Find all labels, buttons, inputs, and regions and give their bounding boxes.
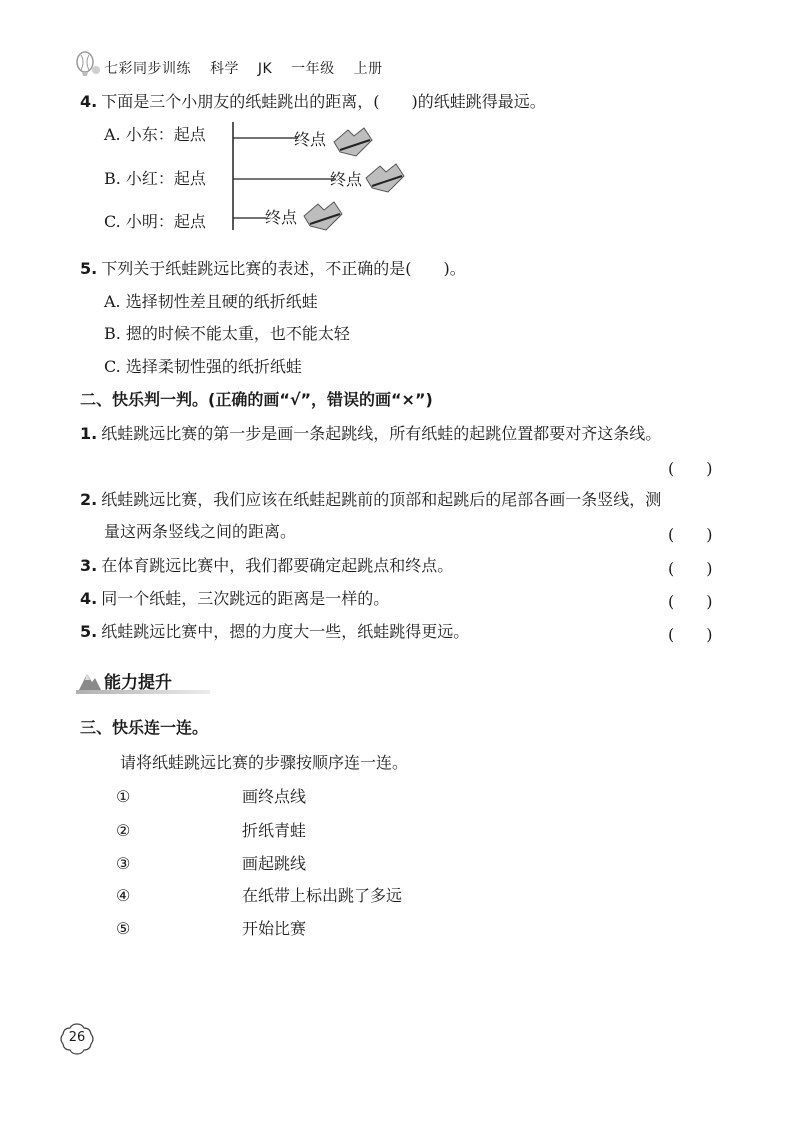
option-c-end: 终点 <box>265 208 298 227</box>
section-3-instruction: 请将纸蛙跳远比赛的步骤按顺序连一连。 <box>120 753 409 772</box>
judge-item-1 <box>80 423 661 445</box>
item-number: 3. <box>80 556 98 575</box>
ability-banner <box>76 666 210 698</box>
order-number-3: ③ <box>116 854 131 873</box>
answer-blank-1[interactable]: ( ) <box>668 459 713 478</box>
banner-title: 能力提升 <box>104 673 172 693</box>
judge-item-5 <box>80 621 469 643</box>
paper-frog-icon <box>304 202 342 230</box>
question-4 <box>80 91 546 113</box>
step-item-5: 开始比赛 <box>242 919 307 938</box>
item-text: 在体育跳远比赛中，我们都要确定起跳点和终点。 <box>101 556 454 575</box>
item-number: 4. <box>80 589 98 608</box>
item-text: 同一个纸蛙，三次跳远的距离是一样的。 <box>101 589 390 608</box>
question-5 <box>80 258 466 280</box>
option-b-label: B. 小红：起点 <box>104 169 206 188</box>
paper-frog-icon <box>366 164 404 192</box>
page-header <box>104 58 397 78</box>
option-a-label: A. 小东：起点 <box>104 125 206 144</box>
item-text: 纸蛙跳远比赛，我们应该在纸蛙起跳前的顶部和起跳后的尾部各画一条竖线，测 <box>101 490 662 509</box>
item-number: 1. <box>80 424 98 443</box>
order-number-2: ② <box>116 821 131 840</box>
answer-blank-4[interactable]: ( ) <box>668 592 713 611</box>
option-c-label: C. 小明：起点 <box>104 212 206 231</box>
order-number-1: ① <box>116 787 131 806</box>
question-text: 下面是三个小朋友的纸蛙跳出的距离，( )的纸蛙跳得最远。 <box>101 92 546 111</box>
answer-blank-2[interactable]: ( ) <box>668 525 713 544</box>
balloon-logo-icon <box>72 50 102 80</box>
question-number: 5. <box>80 259 98 278</box>
mountain-icon <box>78 668 102 692</box>
option-b-end: 终点 <box>330 170 363 189</box>
item-number: 5. <box>80 622 98 641</box>
answer-blank-3[interactable]: ( ) <box>668 559 713 578</box>
series-title: 七彩同步训练 <box>104 61 191 77</box>
answer-blank-5[interactable]: ( ) <box>668 625 713 644</box>
judge-item-2 <box>80 489 661 511</box>
edition-label: JK <box>257 61 273 77</box>
judge-item-3 <box>80 555 453 577</box>
step-item-2: 折纸青蛙 <box>242 821 307 840</box>
order-number-4: ④ <box>116 886 131 905</box>
item-text: 纸蛙跳远比赛的第一步是画一条起跳线，所有纸蛙的起跳位置都要对齐这条线。 <box>101 424 662 443</box>
page-number: 26 <box>68 1030 86 1045</box>
step-item-3: 画起跳线 <box>242 854 307 873</box>
grade-label: 一年级 <box>291 61 335 77</box>
item-number: 2. <box>80 490 98 509</box>
option-a-end: 终点 <box>294 130 327 149</box>
judge-item-2-cont: 量这两条竖线之间的距离。 <box>104 522 297 541</box>
section-2-title: 二、快乐判一判。(正确的画“√”，错误的画“×”) <box>80 390 433 409</box>
step-item-4: 在纸带上标出跳了多远 <box>242 886 403 905</box>
question-text: 下列关于纸蛙跳远比赛的表述，不正确的是( )。 <box>101 259 466 278</box>
q5-option-a: A. 选择韧性差且硬的纸折纸蛙 <box>104 292 318 311</box>
judge-item-4 <box>80 588 389 610</box>
order-number-5: ⑤ <box>116 919 131 938</box>
step-item-1: 画终点线 <box>242 787 307 806</box>
q5-option-c: C. 选择柔韧性强的纸折纸蛙 <box>104 357 302 376</box>
question-number: 4. <box>80 92 98 111</box>
subject-label: 科学 <box>209 61 239 77</box>
section-3-title: 三、快乐连一连。 <box>80 718 209 737</box>
paper-frog-icon <box>334 128 372 156</box>
volume-label: 上册 <box>353 61 383 77</box>
q5-option-b: B. 摁的时候不能太重，也不能太轻 <box>104 324 350 343</box>
item-text: 纸蛙跳远比赛中，摁的力度大一些，纸蛙跳得更远。 <box>101 622 470 641</box>
